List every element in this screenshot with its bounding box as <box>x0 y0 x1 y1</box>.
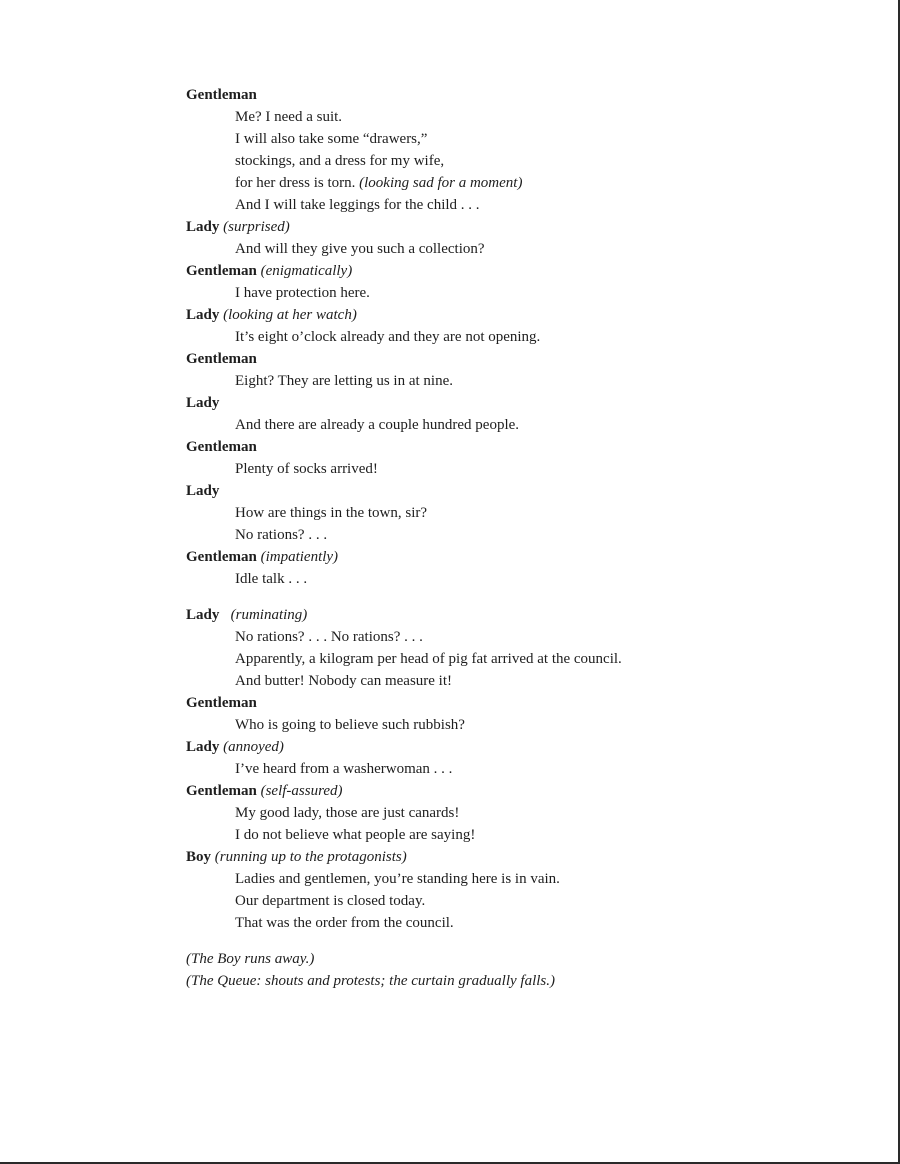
dialogue-text: No rations? . . . <box>235 527 328 543</box>
speaker-line <box>186 546 866 568</box>
speaker-name: Lady <box>186 607 220 623</box>
speaker-name: Gentleman <box>186 263 257 279</box>
speaker-name: Gentleman <box>186 439 257 455</box>
dialogue-line <box>186 670 866 692</box>
speaker-line <box>186 260 866 282</box>
speaker-name: Gentleman <box>186 549 257 565</box>
dialogue-text: I do not believe what people are saying! <box>235 827 476 843</box>
speaker-line <box>186 780 866 802</box>
dialogue-line <box>186 128 866 150</box>
dialogue-text: Eight? They are letting us in at nine. <box>235 373 453 389</box>
dialogue-line <box>186 824 866 846</box>
dialogue-line <box>186 524 866 546</box>
speaker-name: Lady <box>186 307 220 323</box>
speaker-line <box>186 480 866 502</box>
speaker-direction: (enigmatically) <box>260 263 353 279</box>
dialogue-text: Idle talk . . . <box>235 571 308 587</box>
speaker-name: Gentleman <box>186 351 257 367</box>
dialogue-line <box>186 912 866 934</box>
speaker-line <box>186 304 866 326</box>
dialogue-text: Our department is closed today. <box>235 893 426 909</box>
speaker-direction: (impatiently) <box>260 549 339 565</box>
dialogue-text: I’ve heard from a washerwoman . . . <box>235 761 453 777</box>
speaker-name: Lady <box>186 395 220 411</box>
dialogue-line <box>186 172 866 194</box>
dialogue-text: My good lady, those are just canards! <box>235 805 460 821</box>
stage-direction: (The Boy runs away.) <box>186 951 315 967</box>
speaker-line <box>186 216 866 238</box>
speaker-line <box>186 392 866 414</box>
dialogue-text: I have protection here. <box>235 285 370 301</box>
speaker-name: Boy <box>186 849 212 865</box>
dialogue-line <box>186 194 866 216</box>
dialogue-line <box>186 568 866 590</box>
speaker-name: Gentleman <box>186 783 257 799</box>
dialogue-line <box>186 648 866 670</box>
dialogue-line <box>186 626 866 648</box>
dialogue-line <box>186 150 866 172</box>
speaker-line <box>186 604 866 626</box>
dialogue-text: Who is going to believe such rubbish? <box>235 717 465 733</box>
dialogue-text: stockings, and a dress for my wife, <box>235 153 445 169</box>
dialogue-text: Apparently, a kilogram per head of pig fat arrived at the council. <box>235 651 622 667</box>
speaker-name: Lady <box>186 483 220 499</box>
dialogue-text: Plenty of socks arrived! <box>235 461 378 477</box>
speaker-line <box>186 348 866 370</box>
dialogue-line <box>186 502 866 524</box>
speaker-name: Gentleman <box>186 87 257 103</box>
speaker-direction: (surprised) <box>223 219 290 235</box>
speaker-line <box>186 736 866 758</box>
dialogue-line <box>186 802 866 824</box>
dialogue-text: And will they give you such a collection? <box>235 241 485 257</box>
speaker-line <box>186 846 866 868</box>
dialogue-line <box>186 868 866 890</box>
dialogue-text: I will also take some “drawers,” <box>235 131 428 147</box>
play-script <box>186 84 866 992</box>
speaker-direction: (looking at her watch) <box>223 307 357 323</box>
speaker-line <box>186 84 866 106</box>
speaker-direction: (running up to the protagonists) <box>214 849 407 865</box>
dialogue-line <box>186 890 866 912</box>
dialogue-text: That was the order from the council. <box>235 915 454 931</box>
dialogue-line <box>186 758 866 780</box>
dialogue-line <box>186 238 866 260</box>
dialogue-text: Me? I need a suit. <box>235 109 343 125</box>
speaker-name: Lady <box>186 739 220 755</box>
dialogue-line <box>186 106 866 128</box>
dialogue-text: How are things in the town, sir? <box>235 505 428 521</box>
speaker-name: Gentleman <box>186 695 257 711</box>
stage-direction: (The Queue: shouts and protests; the curtain gradually falls.) <box>186 973 555 989</box>
speaker-direction: (annoyed) <box>223 739 284 755</box>
dialogue-text: Ladies and gentlemen, you’re standing here is in vain. <box>235 871 560 887</box>
dialogue-text: for her dress is torn. <box>235 175 356 191</box>
dialogue-line <box>186 326 866 348</box>
speaker-direction: (ruminating) <box>230 607 308 623</box>
dialogue-line <box>186 414 866 436</box>
dialogue-text: It’s eight o’clock already and they are not opening. <box>235 329 541 345</box>
dialogue-line <box>186 282 866 304</box>
dialogue-text: And there are already a couple hundred people. <box>235 417 520 433</box>
speaker-line <box>186 692 866 714</box>
dialogue-line <box>186 458 866 480</box>
dialogue-text: No rations? . . . No rations? . . . <box>235 629 423 645</box>
dialogue-line <box>186 714 866 736</box>
speaker-name: Lady <box>186 219 220 235</box>
speaker-line <box>186 436 866 458</box>
dialogue-text: And I will take leggings for the child . . . <box>235 197 480 213</box>
inline-stage-direction: (looking sad for a moment) <box>359 175 523 191</box>
dialogue-text: And butter! Nobody can measure it! <box>235 673 453 689</box>
speaker-direction: (self-assured) <box>260 783 343 799</box>
dialogue-line <box>186 370 866 392</box>
